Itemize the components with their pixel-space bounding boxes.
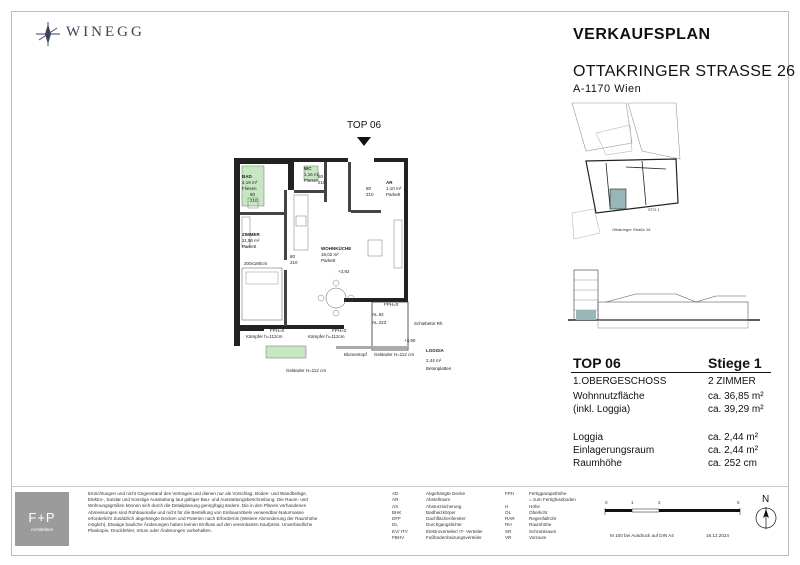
bad-label: BAD <box>242 174 252 179</box>
abbr-value: Vorraum <box>529 535 547 541</box>
kueche-area: 18,02 m² <box>321 252 339 257</box>
disclaimer: Einrichtungen und nicht Gegenstand des Vertrages und dienen nur als Vorschlag. Boden- und Wandbeläge, Elektro-, Sanitär und Sonstige Ausstattung laut gültiger Bau- und Ausstattungsbeschreibung. Die Raum- und Wohnungsgrößen können sich durch die Detailplanung geringfügig ändern. Die in den Plänen vorhandenen Abmessungen sind Rohbaumaße und nicht für die Bestellung von Einbaumöbeln verwendbar-Naturmasse erforderlich! Zusätzlich abgehängte Decken und Poterien nach Erfordernis (Weitere Abminderung der Raumhöhe möglich). Etwaige bauliche Änderungen haben keinen Einfluss auf den vereinbarten Kaufpreis. Unverbindliche Plankopie, Druckfehler, Irrtum oder Änderungen vorbehalten. <box>88 491 318 534</box>
abbr-key: FPH <box>505 491 515 496</box>
railing-note: Geländer H=112 cm <box>286 368 327 373</box>
footer-divider <box>11 486 789 487</box>
scale-tick-label: 1 <box>631 500 634 505</box>
door-height: 210 <box>318 180 326 185</box>
kueche-label: WOHNKÜCHE <box>321 246 352 251</box>
abbr-value: Absturzsicherung <box>426 503 462 509</box>
stair-label: STG.1 <box>648 207 660 212</box>
sliding-door-note: Schiebetür Rh <box>414 321 443 326</box>
loggia-area: 2,44 m² <box>426 358 442 363</box>
door-width: 80 <box>366 186 372 191</box>
fph-note: FPH=0 <box>332 328 347 333</box>
floor-plan <box>226 150 452 380</box>
area-value: ca. 252 cm <box>708 458 757 469</box>
door-height: 210 <box>290 260 298 265</box>
abbr-value: Badheizkörper <box>426 509 456 515</box>
bad-area: 4,19 m² <box>242 180 258 185</box>
area-label: (inkl. Loggia) <box>573 404 631 415</box>
scale-note: M 100 bei Ausdruck auf DIN A4 <box>610 533 674 538</box>
abbr-key: AS <box>392 503 399 509</box>
door-width: 80 <box>250 192 256 197</box>
abbr-value: Regenfallrohr <box>529 516 557 522</box>
door-height: 210 <box>366 192 374 197</box>
architect-logo <box>15 492 69 546</box>
room-count: 2 ZIMMER <box>708 376 756 387</box>
north-arrow-icon <box>754 506 778 530</box>
abbr-key: SR <box>505 528 512 534</box>
al-note: AL 82 <box>372 312 384 317</box>
fph-note: FPH=0 <box>384 302 399 307</box>
abbr-key: DL <box>392 522 398 528</box>
winegg-logo-icon <box>34 20 62 48</box>
scale-tick-label: 0 <box>605 500 608 505</box>
door-width: 80 <box>318 174 324 179</box>
brand-name: WINEGG <box>66 24 145 40</box>
unit-name: TOP 06 <box>573 355 621 371</box>
scale-tick-label: 2 <box>658 500 661 505</box>
north-label: N <box>762 494 770 505</box>
abbr-key: BHK <box>392 509 402 515</box>
scale-bar <box>605 508 741 516</box>
abbr-key: EV/ ITV <box>392 528 408 534</box>
area-value: ca. 2,44 m² <box>708 432 759 443</box>
railing-note: Geländer H=112 cm <box>374 352 415 357</box>
abbr-value: Abgehängte Decke <box>426 491 466 496</box>
wc-label: WC <box>304 166 312 171</box>
zimmer-floor: Parkett <box>242 244 257 249</box>
abbr-key: H <box>505 503 509 509</box>
area-label: Wohnnutzfläche <box>573 391 645 402</box>
abbr-value: Raumhöhe <box>529 522 552 528</box>
unit-label: TOP 06 <box>347 120 382 131</box>
abbr-value: Schrankraum <box>529 528 557 534</box>
site-map <box>566 103 686 243</box>
area-value: ca. 2,44 m² <box>708 445 759 456</box>
wc-area: 1,16 m² <box>304 172 320 177</box>
building-section <box>566 266 762 340</box>
al-note: AL 223 <box>372 320 387 325</box>
area-value: ca. 39,29 m² <box>708 404 764 415</box>
fph-note: Kämpfer h=112cm <box>246 334 283 339</box>
abbr-value: Elektroverteiler/ IT- Verteiler <box>426 528 483 534</box>
abbr-key: RAR <box>505 516 515 522</box>
wc-floor: Fliesen <box>304 178 319 183</box>
floor-level: 1.OBERGESCHOSS <box>573 376 667 387</box>
bad-floor: Fliesen <box>242 186 257 191</box>
scale-tick-label: 5 <box>737 500 740 505</box>
abbr-value: Dachflächenfenster <box>426 516 466 522</box>
abbr-key: AD <box>392 491 399 496</box>
abbr-value: Abstellraum <box>426 497 451 503</box>
abbr-key: FBHV <box>392 535 405 541</box>
ar-area: 1,10 m² <box>386 186 402 191</box>
area-value: ca. 36,85 m² <box>708 391 764 402</box>
abbr-key: RH <box>505 522 512 528</box>
bed-size: 200x180cm <box>244 261 268 266</box>
loggia-label: LOGGIA <box>426 348 444 353</box>
abbreviation-list-2 <box>505 491 600 541</box>
height-marker: +3,92 <box>338 269 350 274</box>
area-label: Loggia <box>573 432 604 443</box>
abbr-value: Fertigparapethöhe <box>529 491 567 496</box>
street-label: Ottakringer Straße 26 <box>612 227 651 232</box>
doc-title: VERKAUFSPLAN <box>573 26 711 43</box>
stair-name: Stiege 1 <box>708 355 762 371</box>
planter-note: Blumentopf <box>344 352 367 357</box>
abbr-value: Fußbodenheizungsverteiler <box>426 535 482 541</box>
door-width: 80 <box>290 254 296 259</box>
fph-note: FPH=0 <box>270 328 285 333</box>
fph-note: Kämpfer h=112cm <box>308 334 345 339</box>
abbr-key: OL <box>505 509 512 515</box>
zimmer-label: ZIMMER <box>242 232 260 237</box>
abbr-value: Höhe <box>529 503 540 509</box>
abbr-value: Durchgangslichte <box>426 522 462 528</box>
area-label: Raumhöhe <box>573 458 622 469</box>
entrance-arrow-icon <box>357 137 371 146</box>
address: OTTAKRINGER STRASSE 26 <box>573 63 796 80</box>
abbr-key: AR <box>392 497 399 503</box>
divider <box>571 372 771 373</box>
abbr-value: Oberlicht <box>529 509 548 515</box>
ar-label: AR <box>386 180 393 185</box>
door-height: 210 <box>250 198 258 203</box>
architect-logo-text: F+P <box>28 510 56 525</box>
architect-logo-subtext: Architekten <box>30 527 54 532</box>
kueche-floor: Parkett <box>321 258 336 263</box>
area-label: Einlagerungsraum <box>573 445 655 456</box>
city: A-1170 Wien <box>573 83 642 95</box>
plan-date: 19.12.2024 <box>706 533 729 538</box>
zimmer-area: 11,56 m² <box>242 238 260 243</box>
abbr-key: DFF <box>392 516 401 522</box>
abbr-key: VR <box>505 535 512 541</box>
ar-floor: Parkett <box>386 192 401 197</box>
height-marker: +3,90 <box>404 338 416 343</box>
loggia-floor: Betonplatten <box>426 366 452 371</box>
abbr-value: = zum Fertigfussboden <box>529 497 576 503</box>
